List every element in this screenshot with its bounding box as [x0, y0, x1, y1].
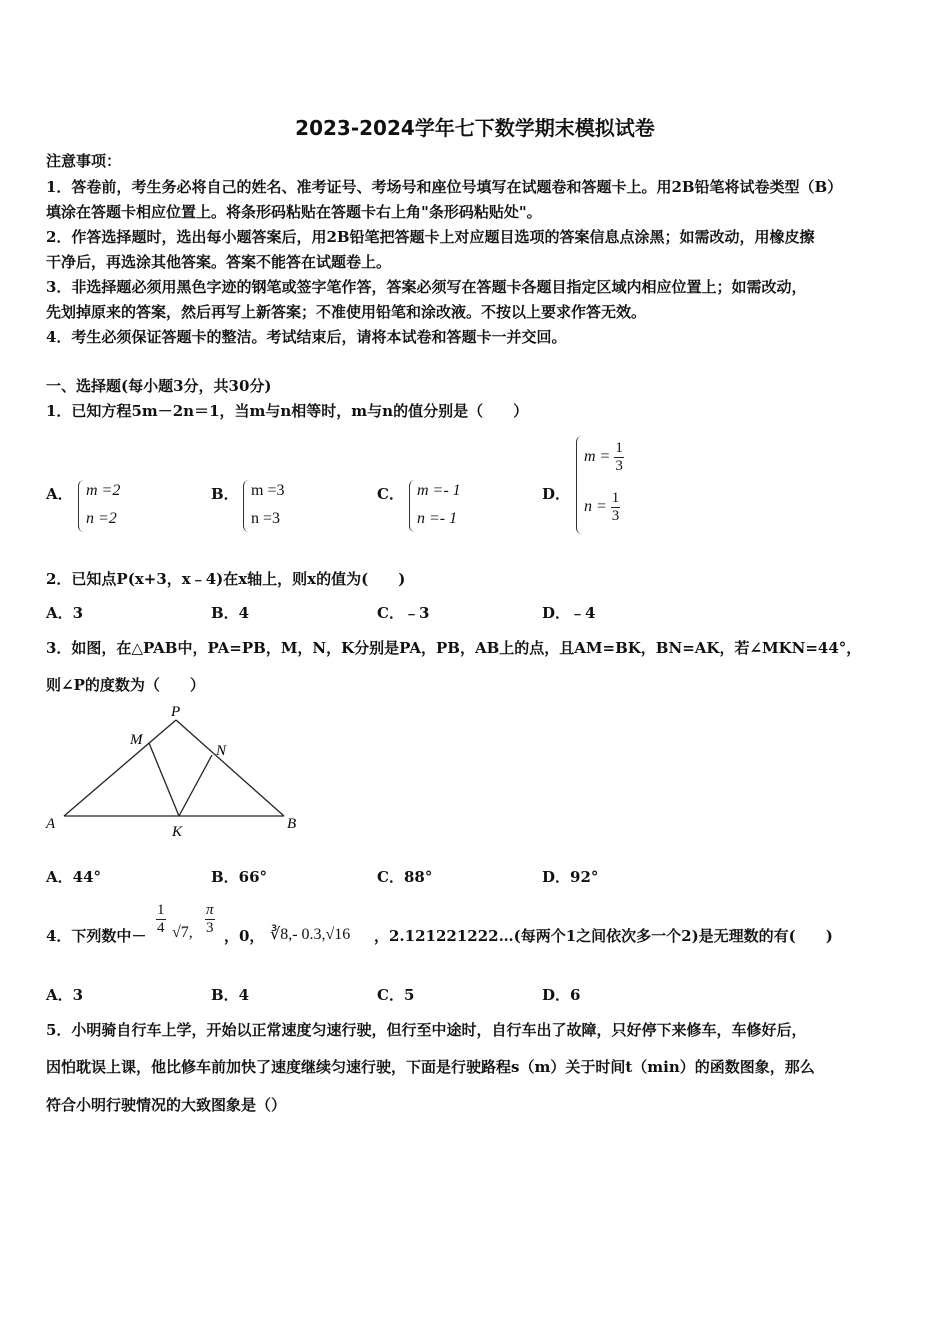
label-n: N — [216, 743, 227, 759]
q1-option-d-label: D． — [542, 485, 571, 503]
notice-line-3: 2．作答选择题时，选出每小题答案后，用2B铅笔把答题卡上对应题目选项的答案信息点涂黑；如需改动，用橡皮擦 — [46, 228, 815, 246]
segment-pb — [176, 720, 284, 816]
q3-option-d: D．92° — [542, 868, 599, 886]
q1-d-denominator-2: 3 — [611, 508, 620, 524]
q3-stem-line-1: 3．如图，在△PAB中，PA=PB，M，N，K分别是PA，PB，AB上的点，且AM=BK，BN=AK，若∠MKN=44°， — [46, 639, 862, 657]
notice-line-5: 3．非选择题必须用黑色字迹的钢笔或签字笔作答，答案必须写在答题卡各题目指定区域内相应位置上；如需改动， — [46, 278, 807, 296]
q5-line-2: 因怕耽误上课，他比修车前加快了速度继续匀速行驶，下面是行驶路程s（m）关于时间t（min）的函数图象，那么 — [46, 1058, 815, 1076]
label-m: M — [130, 732, 143, 748]
q4-frac2-denominator: 3 — [206, 920, 214, 936]
q1-d-row1 — [584, 440, 624, 475]
q4-option-b: B．4 — [211, 986, 250, 1004]
page-title: 2023-2024学年七下数学期末模拟试卷 — [295, 116, 655, 140]
q1-b-row2: n =3 — [251, 510, 281, 527]
q5-line-1: 5．小明骑自行车上学，开始以正常速度匀速行驶，但行至中途时，自行车出了故障，只好停下来修车，车修好后， — [46, 1021, 807, 1039]
q1-b-row1: m =3 — [251, 482, 285, 499]
q1-d-numerator-2: 1 — [611, 490, 620, 506]
q4-frac1 — [156, 902, 166, 937]
q1-a-row1: m =2 — [86, 482, 121, 499]
q4-prefix: 4．下列数中－ — [46, 927, 147, 945]
q5-line-3: 符合小明行驶情况的大致图象是（） — [46, 1096, 287, 1114]
q1-stem: 1．已知方程5m－2n＝1，当m与n相等时，m与n的值分别是（ ） — [46, 402, 529, 420]
q3-triangle-figure — [40, 700, 305, 845]
q4-roots-expression: ∛8,- 0.3,√16 — [270, 926, 351, 943]
brace-icon — [409, 480, 416, 532]
label-b: B — [287, 816, 297, 832]
q4-suffix: ，2.121221222…(每两个1之间依次多一个2)是无理数的有( ) — [374, 927, 833, 945]
brace-icon — [243, 480, 250, 532]
q2-option-a: A．3 — [46, 604, 84, 622]
q1-option-c-label: C． — [377, 485, 404, 503]
q1-d-fraction-1 — [614, 440, 624, 475]
label-p: P — [171, 704, 181, 720]
notice-line-7: 4．考生必须保证答题卡的整洁。考试结束后，请将本试卷和答题卡一并交回。 — [46, 328, 567, 346]
q4-fraction-pi — [205, 902, 215, 937]
q4-frac2 — [205, 902, 215, 937]
q4-frac2-numerator: π — [206, 902, 214, 918]
q2-option-b: B．4 — [211, 604, 250, 622]
notice-heading: 注意事项： — [46, 152, 122, 170]
q2-option-c: C．﹣3 — [377, 604, 430, 622]
brace-icon — [78, 480, 85, 532]
q1-option-a-label: A． — [46, 485, 73, 503]
q4-frac1-denominator: 4 — [157, 920, 165, 936]
q1-option-b-system — [243, 480, 323, 536]
q3-stem-line-2: 则∠P的度数为（ ） — [46, 676, 205, 694]
q1-d-denominator-1: 3 — [615, 458, 623, 474]
q1-d-row2 — [584, 490, 620, 525]
segment-mk — [149, 743, 179, 816]
label-a: A — [46, 816, 56, 832]
q1-c-row1: m =- 1 — [417, 482, 461, 499]
q4-frac1-numerator: 1 — [157, 902, 165, 918]
q1-c-row2: n =- 1 — [417, 510, 458, 527]
q1-d-row2-lhs: n = — [584, 498, 607, 516]
notice-line-4: 干净后，再选涂其他答案。答案不能答在试题卷上。 — [46, 253, 392, 271]
q4-option-a: A．3 — [46, 986, 84, 1004]
brace-icon — [576, 436, 583, 534]
q2-option-d: D．﹣4 — [542, 604, 596, 622]
segment-kn — [179, 755, 212, 816]
q1-d-numerator-1: 1 — [615, 440, 623, 456]
q4-sqrt7: √7, — [172, 924, 193, 941]
q1-d-fraction-2 — [611, 490, 621, 525]
notice-line-6: 先划掉原来的答案，然后再写上新答案；不准使用铅笔和涂改液。不按以上要求作答无效。 — [46, 303, 647, 321]
section-heading: 一、选择题(每小题3分，共30分) — [46, 377, 272, 395]
q4-zero: ，0， — [224, 927, 265, 945]
q4-option-d: D．6 — [542, 986, 581, 1004]
q2-stem: 2．已知点P(x+3，x﹣4)在x轴上，则x的值为( ) — [46, 570, 406, 588]
q1-option-a-system — [78, 480, 158, 536]
q4-option-c: C．5 — [377, 986, 415, 1004]
q1-d-row1-lhs: m = — [584, 448, 611, 466]
q1-option-c-system — [409, 480, 499, 536]
label-k: K — [172, 824, 183, 840]
q3-option-b: B．66° — [211, 868, 268, 886]
q1-a-row2: n =2 — [86, 510, 117, 527]
q4-fraction-quarter — [156, 902, 166, 937]
notice-line-2: 填涂在答题卡相应位置上。将条形码粘贴在答题卡右上角"条形码粘贴处"。 — [46, 203, 542, 221]
q1-option-b-label: B． — [211, 485, 239, 503]
q1-option-d-system — [576, 436, 656, 536]
q3-option-a: A．44° — [46, 868, 102, 886]
q3-option-c: C．88° — [377, 868, 433, 886]
notice-line-1: 1．答卷前，考生务必将自己的姓名、准考证号、考场号和座位号填写在试题卷和答题卡上。用2B铅笔将试卷类型（B） — [46, 178, 843, 196]
